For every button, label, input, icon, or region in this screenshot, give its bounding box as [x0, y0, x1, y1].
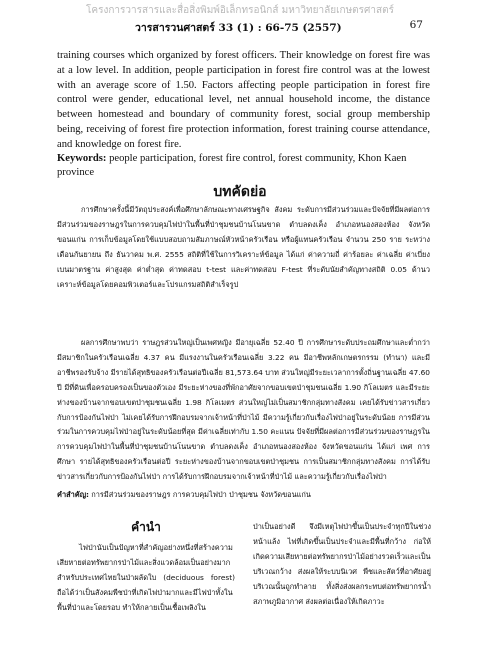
watermark-text: โครงการวารสารและสื่อสิ่งพิมพ์อิเล็กทรอนิกส์ มหาวิทยาลัยเกษตรศาสตร์ — [86, 5, 394, 16]
thai-keywords-list: การมีส่วนร่วมของราษฎร การควบคุมไฟป่า ป่าชุมชน จังหวัดขอนแก่น — [88, 490, 311, 499]
introduction-title: คำนำ — [131, 520, 161, 534]
english-keywords-label: Keywords: — [57, 153, 107, 164]
thai-abstract-paragraph-2: ผลการศึกษาพบว่า ราษฎรส่วนใหญ่เป็นเพศหญิง มีอายุเฉลี่ย 52.40 ปี การศึกษาระดับประถมศึกษาและต่ำกว่า มีสมาชิกในครัวเรือนเฉลี่ย 4.37 คน มีแรงงานในครัวเรือนเฉลี่ย 3.22 คน มีอาชีพหลักเกษตรกรรม (ทำนา) และมีอาชีพรองรับจ้าง มีรายได้สุทธิของครัวเรือนต่อปีเฉลี่ย 81,573.64 บาท ส่วนใหญ่มีระยะเวลาการตั้งถิ่นฐานเฉลี่ย 47.60 ปี มีที่ดินเพื่อครอบครองเป็นของตัวเอง มีระยะห่างของที่พักอาศัยจากขอบเขตป่าชุมชนเฉลี่ย 1.90 กิโลเมตร และมีระยะห่างของบ้านจากขอบเขตป่าชุมชนเฉลี่ย 1.98 กิโลเมตร ส่วนใหญ่ไม่เป็นสมาชิกกลุ่มทางสังคม เคยได้รับข่าวสารเกี่ยวกับการป้องกันไฟป่า ไม่เคยได้รับการฝึกอบรมจากเจ้าหน้าที่ป่าไม้ มีความรู้เกี่ยวกับเรื่องไฟป่าอยู่ในระดับน้อย การมีส่วนร่วมในการควบคุมไฟป่าอยู่ในระดับน้อยที่สุด มีค่าเฉลี่ยเท่ากับ 1.50 คะแนน ปัจจัยที่มีผลต่อการมีส่วนร่วมของราษฎรในการควบคุมไฟป่าในพื้นที่ป่าชุมชนบ้านโนนขาด ตำบลดงเค็ง อำเภอหนองสองห้อง จังหวัดขอนแก่น ได้แก่ เพศ การศึกษา รายได้สุทธิของครัวเรือนต่อปี ระยะห่างของบ้านจากขอบเขตป่าชุมชน การเป็นสมาชิกกลุ่มทางสังคม การได้รับข่าวสารเกี่ยวกับการป้องกันไฟป่า การได้รับการฝึกอบรมจากเจ้าหน้าที่ป่าไม้ และความรู้เกี่ยวกับเรื่องไฟป่า — [57, 338, 430, 482]
introduction-left-column: ไฟป่านับเป็นปัญหาที่สำคัญอย่างหนึ่งที่สร้างความเสียหายต่อทรัพยากรป่าไม้และสิ่งแวดล้อมเป็นอย่างมาก สำหรับประเทศไทยในป่าผลัดใบ (deciduous forest) ถือได้ว่าเป็นสังคมพืชป่าที่เกิดไฟป่ามากและมีไฟป่าทั้งในพื้นที่ป่าและโดยรอบ ทำให้กลายเป็นเชื้อเพลิงใน — [57, 543, 235, 612]
thai-keywords-label: คำสำคัญ: — [57, 490, 89, 499]
english-abstract-body: training courses which organized by forest officers. Their knowledge on forest fire was at a low level. In addition, people participation in forest fire control was at the lowest with an average score of 1.50. Factors affecting people participation in forest fire control were gender, educational level, net annual household income, the distance between homestead and boundary of community forest, social group membership being, receiving of forest fire protection information, forest training course attendance, and knowledge on forest fire. — [57, 50, 430, 150]
thai-abstract-title: บทคัดย่อ — [213, 184, 267, 200]
journal-running-head: วารสารวนศาสตร์ 33 (1) : 66-75 (2557) — [135, 22, 342, 34]
english-keywords-list: people participation, forest fire control, forest community, Khon Kaen province — [57, 153, 407, 178]
introduction-right-column: ป่าเป็นอย่างดี จึงมีเหตุไฟป่าขึ้นเป็นประจำทุกปีในช่วงหน้าแล้ง ไฟที่เกิดขึ้นเป็นประจำและมีพื้นที่กว้าง ก่อให้เกิดความเสียหายต่อทรัพยากรป่าไม้อย่างรวดเร็วและเป็นบริเวณกว้าง ส่งผลให้ระบบนิเวศ พืชและสัตว์ที่อาศัยอยู่บริเวณนั้นถูกทำลาย ทั้งสิ่งส่งผลกระทบต่อทรัพยากรน้ำ สภาพภูมิอากาศ ส่งผลต่อเนื่องให้เกิดภาวะ — [253, 522, 431, 606]
english-keywords — [57, 152, 430, 180]
page-number: 67 — [409, 19, 423, 31]
thai-abstract-paragraph-1: การศึกษาครั้งนี้มีวัตถุประสงค์เพื่อศึกษาลักษณะทางเศรษฐกิจ สังคม ระดับการมีส่วนร่วมและปัจจัยที่มีผลต่อการมีส่วนร่วมของราษฎรในการควบคุมไฟป่าในพื้นที่ป่าชุมชนบ้านโนนขาด ตำบลดงเค็ง อำเภอหนองสองห้อง จังหวัดขอนแก่น การเก็บข้อมูลโดยใช้แบบสอบถามสัมภาษณ์หัวหน้าครัวเรือน หรือผู้แทนครัวเรือน จำนวน 250 ราย ระหว่างเดือนกันยายน ถึง ธันวาคม พ.ศ. 2555 สถิติที่ใช้ในการวิเคราะห์ข้อมูล ได้แก่ ค่าความถี่ ค่าร้อยละ ค่าเฉลี่ย ค่าเบี่ยงเบนมาตรฐาน ค่าสูงสุด ค่าต่ำสุด ค่าทดสอบ t-test และค่าทดสอบ F-test ที่ระดับนัยสำคัญทางสถิติ 0.05 ด้านวเคราะห์ข้อมูลโดยคอมพิวเตอร์และโปรแกรมสถิติสำเร็จรูป — [57, 205, 430, 289]
thai-keywords — [57, 488, 430, 502]
